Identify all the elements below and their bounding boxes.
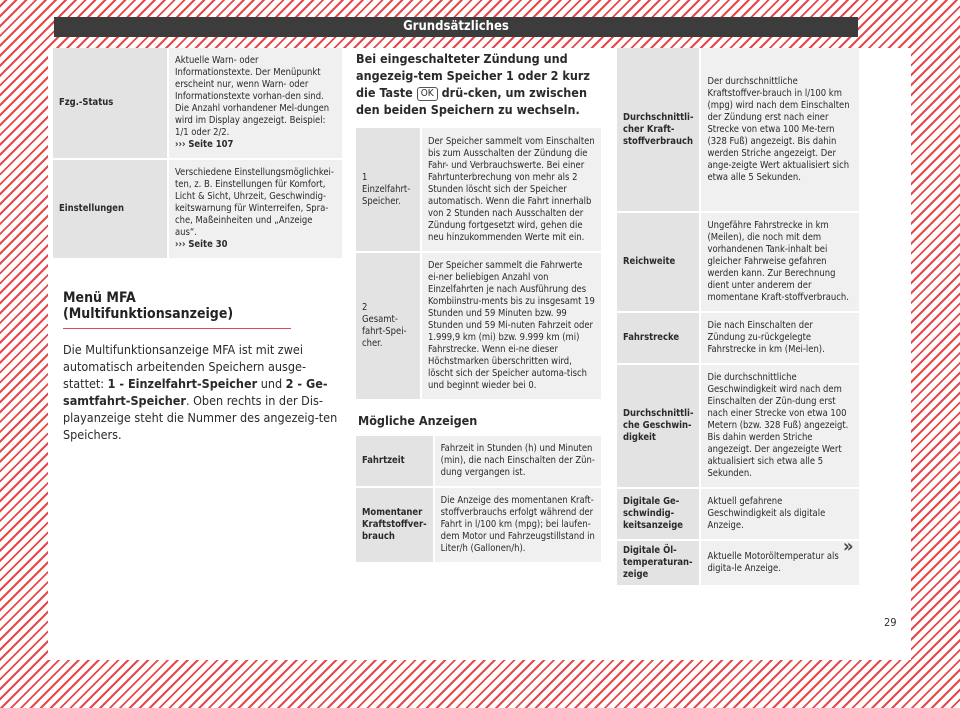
row-key: Durchschnittli-cher Kraft-stoffverbrauch bbox=[617, 48, 700, 212]
section-title: Menü MFA (Multifunktionsanzeige) bbox=[63, 290, 291, 329]
para-bold: 2 - Ge-samtfahrt-Speicher bbox=[63, 376, 328, 408]
row-key: Digitale Ge-schwindig-keitsanzeige bbox=[617, 488, 700, 540]
table-row bbox=[53, 159, 342, 259]
row-value: Aktuelle Motoröltemperatur als digita-le Anzeige. bbox=[700, 540, 859, 586]
memory-number: 1 bbox=[362, 171, 368, 183]
row-key bbox=[356, 252, 421, 400]
page-number: 29 bbox=[884, 616, 897, 629]
row-key: Fahrtzeit bbox=[356, 436, 434, 487]
para-text: Bei eingeschalteter Zündung und angezeig-tem Speicher 1 oder 2 kurz die Taste bbox=[356, 51, 590, 100]
row-value bbox=[168, 159, 342, 259]
column-right bbox=[617, 48, 859, 587]
continue-icon: » bbox=[843, 536, 854, 557]
row-value bbox=[168, 48, 342, 159]
row-value: Fahrzeit in Stunden (h) und Minuten (min), die nach Einschalten der Zün-dung vergangen ist. bbox=[434, 436, 601, 487]
row-key: Durchschnittli-che Geschwin-digkeit bbox=[617, 364, 700, 488]
row-text: Aktuelle Warn- oder Informationstexte. Der Menüpunkt erscheint nur, wenn Warn- oder Informationstexte vorhan-den sind. Die Anzahl vorhandener Mel-dungen wird im Display angezeigt. Beispiel: 1/1 oder 2/2. bbox=[175, 55, 330, 138]
instruction-paragraph bbox=[356, 50, 601, 118]
row-key: Digitale Öl-temperaturan-zeige bbox=[617, 540, 700, 586]
row-value: Der durchschnittliche Kraftstoffver-brauch in l/100 km (mpg) wird nach dem Einschalten der Zündung erst nach einer Strecke von etwa 100 Me-tern (328 Fuß) angezeigt. Bis dahin werden Striche angezeigt. Der ange-zeigte Wert aktualisiert sich etwa alle 5 Sekunden. bbox=[700, 48, 859, 212]
subsection-title: Mögliche Anzeigen bbox=[358, 413, 478, 428]
table-row bbox=[356, 487, 601, 563]
page-link[interactable]: ››› Seite 107 bbox=[175, 139, 234, 150]
row-key: Fahrstrecke bbox=[617, 312, 700, 364]
row-value: Die durchschnittliche Geschwindigkeit wird nach dem Einschalten der Zün-dung erst nach einer Strecke von etwa 100 Metern (bzw. 328 Fuß) angezeigt. Bis dahin werden Striche angezeigt. Der angezeigte Wert aktualisiert sich etwa alle 5 Sekunden. bbox=[700, 364, 859, 488]
intro-paragraph bbox=[63, 341, 343, 443]
display-table-continued bbox=[617, 48, 859, 587]
memory-number: 2 bbox=[362, 302, 368, 313]
table-row bbox=[617, 212, 859, 312]
settings-table bbox=[53, 48, 342, 260]
row-key: Fzg.-Status bbox=[53, 48, 168, 159]
row-key: Momentaner Kraftstoffver-brauch bbox=[356, 487, 434, 563]
page-header: Grundsätzliches bbox=[54, 17, 858, 37]
table-row bbox=[356, 252, 601, 400]
para-text: Die Multifunktionsanzeige MFA ist mit zwei automatisch arbeitenden Speichern ausge-stattet: bbox=[63, 342, 307, 391]
ok-key-icon: OK bbox=[417, 87, 438, 101]
row-value: Aktuell gefahrene Geschwindigkeit als digitale Anzeige. bbox=[700, 488, 859, 540]
para-text: drü-cken, um zwischen den beiden Speichern zu wechseln. bbox=[356, 85, 587, 117]
row-value: Der Speicher sammelt vom Einschalten bis zum Ausschalten der Zündung die Fahr- und Verbrauchswerte. Bei einer Fahrtunterbrechung von mehr als 2 Stunden löscht sich der Speicher automatisch. Wenn die Fahrt innerhalb von 2 Stunden nach Ausschalten der Zündung fortgesetzt wird, gehen die neu hinzukommenden Werte mit ein. bbox=[421, 128, 601, 252]
page-link[interactable]: ››› Seite 30 bbox=[175, 239, 228, 250]
memory-name: Einzelfahrt-Speicher. bbox=[362, 183, 411, 207]
table-row bbox=[53, 48, 342, 159]
row-value: Die Anzeige des momentanen Kraft-stoffverbrauchs erfolgt während der Fahrt in l/100 km (mpg); bei laufen-dem Motor und Fahrzeugstillstand in Liter/h (Gallonen/h). bbox=[434, 487, 601, 563]
row-key: Einstellungen bbox=[53, 159, 168, 259]
table-row bbox=[617, 312, 859, 364]
row-key bbox=[356, 128, 421, 252]
para-text: und bbox=[257, 376, 286, 391]
display-table bbox=[356, 436, 601, 564]
row-value: Der Speicher sammelt die Fahrwerte ei-ner beliebigen Anzahl von Einzelfahrten je nach Ausführung des Kombiinstru-ments bis zu insgesamt 19 Stunden und 59 Minuten bzw. 99 Stunden und 59 Mi-nuten Fahrzeit oder 1.999,9 km (mi) bzw. 9.999 km (mi) Fahrstrecke. Wenn ei-ne dieser Höchstmarken überschritten wird, löscht sich der Speicher automa-tisch und beginnt wieder bei 0. bbox=[421, 252, 601, 400]
row-value: Ungefähre Fahrstrecke in km (Meilen), die noch mit dem vorhandenen Tank-inhalt bei gleicher Fahrweise gefahren werden kann. Zur Berechnung dient unter anderem der momentane Kraft-stoffverbrauch. bbox=[700, 212, 859, 312]
column-middle bbox=[356, 48, 601, 564]
table-row bbox=[617, 364, 859, 488]
memory-name: Gesamt-fahrt-Spei-cher. bbox=[362, 314, 407, 349]
row-key: Reichweite bbox=[617, 212, 700, 312]
para-bold: 1 - Einzelfahrt-Speicher bbox=[107, 376, 258, 391]
row-text: Verschiedene Einstellungsmöglichkei-ten, z. B. Einstellungen für Komfort, Licht & Sicht, Uhrzeit, Geschwindig-keitswarnung für Winterreifen, Spra-che, Maßeinheiten und „Anzeige aus“. bbox=[175, 167, 334, 238]
table-row bbox=[617, 488, 859, 540]
table-row bbox=[617, 48, 859, 212]
table-row bbox=[617, 540, 859, 586]
para-text: . Oben rechts in der Dis-playanzeige steht die Nummer des angezeig-ten Speichers. bbox=[63, 393, 338, 442]
table-row bbox=[356, 436, 601, 487]
row-value: Die nach Einschalten der Zündung zu-rückgelegte Fahrstrecke in km (Mei-len). bbox=[700, 312, 859, 364]
column-left bbox=[53, 48, 342, 443]
table-row bbox=[356, 128, 601, 252]
memory-table bbox=[356, 128, 601, 401]
